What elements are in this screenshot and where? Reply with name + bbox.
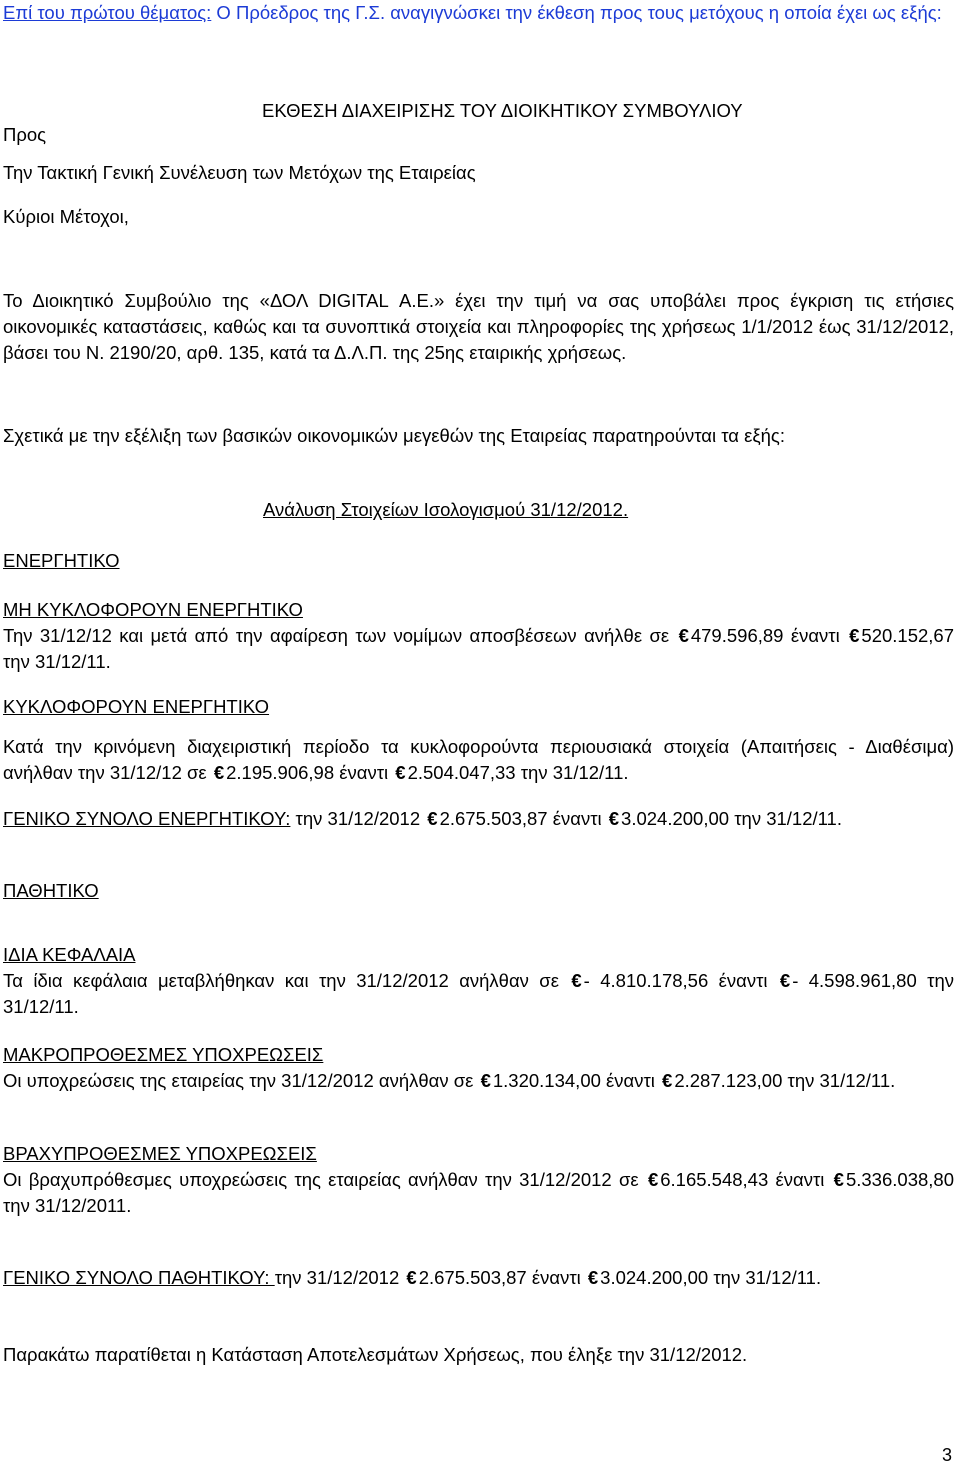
total-assets-paragraph: ΓΕΝΙΚΟ ΣΥΝΟΛΟ ΕΝΕΡΓΗΤΙΚΟΥ: την 31/12/2012 € 2.675.503,87 έναντι € 3.024.200,00 την 31/12/11. <box>3 808 842 829</box>
euro-icon: € <box>427 808 438 829</box>
agenda-item-label: Επί του πρώτου θέματος: <box>3 2 212 23</box>
euro-icon: € <box>571 970 582 991</box>
agenda-item-paragraph <box>3 0 954 26</box>
addressee-recipient: Την Τακτική Γενική Συνέλευση των Μετόχων της Εταιρείας <box>3 162 476 183</box>
intro-paragraph: Το Διοικητικό Συμβούλιο της «ΔΟΛ DIGITAL Α.Ε.» έχει την τιμή να σας υποβάλει προς έγκριση τις ετήσιες οικονομικές καταστάσεις, καθώς και τα συνοπτικά στοιχεία και πληροφορίες της χρήσεως 1/1/2012 έως 31/12/2012, βάσει του Ν. 2190/20, αρθ. 135, κατά τα Δ.Λ.Π. της 25ης εταιρικής χρήσεως. <box>3 290 954 363</box>
liabilities-heading: ΠΑΘΗΤΙΚΟ <box>3 880 99 901</box>
euro-icon: € <box>849 625 860 646</box>
equity-heading: ΙΔΙΑ ΚΕΦΑΛΑΙΑ <box>3 944 136 965</box>
total-liabilities-heading: ΓΕΝΙΚΟ ΣΥΝΟΛΟ ΠΑΘΗΤΙΚΟΥ: <box>3 1267 275 1288</box>
assets-heading: ΕΝΕΡΓΗΤΙΚΟ <box>3 550 120 571</box>
euro-icon: € <box>587 1267 599 1288</box>
shortterm-liabilities-section <box>3 1141 954 1219</box>
equity-section <box>3 942 954 1020</box>
euro-icon: € <box>608 808 620 829</box>
noncurrent-assets-text: Την 31/12/12 και μετά από την αφαίρεση των νομίμων αποσβέσεων ανήλθε σε € 479.596,89 έναντι € 520.152,67 την 31/12/11. <box>3 625 954 672</box>
analysis-heading: Ανάλυση Στοιχείων Ισολογισμού 31/12/2012. <box>263 499 629 520</box>
euro-icon: € <box>395 762 406 783</box>
euro-icon: € <box>833 1169 844 1190</box>
equity-text: Τα ίδια κεφάλαια μεταβλήθηκαν και την 31/12/2012 ανήλθαν σε € - 4.810.178,56 έναντι € - 4.598.961,80 την 31/12/11. <box>3 970 955 1017</box>
euro-icon: € <box>779 970 791 991</box>
longterm-liabilities-section <box>3 1042 954 1094</box>
addressee-to: Προς <box>3 124 47 145</box>
report-title: ΕΚΘΕΣΗ ΔΙΑΧΕΙΡΙΣΗΣ ΤΟΥ ΔΙΟΙΚΗΤΙΚΟΥ ΣΥΜΒΟΥΛΙΟΥ <box>262 100 743 121</box>
noncurrent-assets-heading: ΜΗ ΚΥΚΛΟΦΟΡΟΥΝ ΕΝΕΡΓΗΤΙΚΟ <box>3 599 303 620</box>
euro-icon: € <box>678 625 689 646</box>
euro-icon: € <box>662 1070 673 1091</box>
total-liabilities-paragraph: ΓΕΝΙΚΟ ΣΥΝΟΛΟ ΠΑΘΗΤΙΚΟΥ: την 31/12/2012 € 2.675.503,87 έναντι € 3.024.200,00 την 31/12/11. <box>3 1267 822 1288</box>
current-assets-heading: ΚΥΚΛΟΦΟΡΟΥΝ ΕΝΕΡΓΗΤΙΚΟ <box>3 696 270 717</box>
evolution-paragraph: Σχετικά με την εξέλιξη των βασικών οικονομικών μεγεθών της Εταιρείας παρατηρούνται τα εξής: <box>3 425 785 446</box>
euro-icon: € <box>406 1267 417 1288</box>
euro-icon: € <box>213 762 225 783</box>
closing-paragraph: Παρακάτω παρατίθεται η Κατάσταση Αποτελεσμάτων Χρήσεως, που έληξε την 31/12/2012. <box>3 1344 748 1365</box>
agenda-item-text: Ο Πρόεδρος της Γ.Σ. αναγιγνώσκει την έκθεση προς τους μετόχους η οποία έχει ως εξής: <box>211 2 942 23</box>
longterm-liabilities-text: Οι υποχρεώσεις της εταιρείας την 31/12/2012 ανήλθαν σε € 1.320.134,00 έναντι € 2.287.123,00 την 31/12/11. <box>3 1070 896 1091</box>
noncurrent-assets-section <box>3 597 954 675</box>
total-assets-heading: ΓΕΝΙΚΟ ΣΥΝΟΛΟ ΕΝΕΡΓΗΤΙΚΟΥ: <box>3 808 291 829</box>
euro-icon: € <box>647 1169 659 1190</box>
euro-icon: € <box>480 1070 491 1091</box>
shortterm-liabilities-text: Οι βραχυπρόθεσμες υποχρεώσεις της εταιρείας ανήλθαν την 31/12/2012 σε € 6.165.548,43 έναντι € 5.336.038,80 την 31/12/2011. <box>3 1169 954 1216</box>
page-number: 3 <box>941 1445 952 1465</box>
longterm-liabilities-heading: ΜΑΚΡΟΠΡΟΘΕΣΜΕΣ ΥΠΟΧΡΕΩΣΕΙΣ <box>3 1044 324 1065</box>
current-assets-text: Κατά την κρινόμενη διαχειριστική περίοδο τα κυκλοφορούντα περιουσιακά στοιχεία (Απαιτήσεις - Διαθέσιμα) ανήλθαν την 31/12/12 σε € 2.195.906,98 έναντι € 2.504.047,33 την 31/12/11. <box>3 736 954 783</box>
salutation: Κύριοι Μέτοχοι, <box>3 206 129 227</box>
shortterm-liabilities-heading: ΒΡΑΧΥΠΡΟΘΕΣΜΕΣ ΥΠΟΧΡΕΩΣΕΙΣ <box>3 1143 317 1164</box>
